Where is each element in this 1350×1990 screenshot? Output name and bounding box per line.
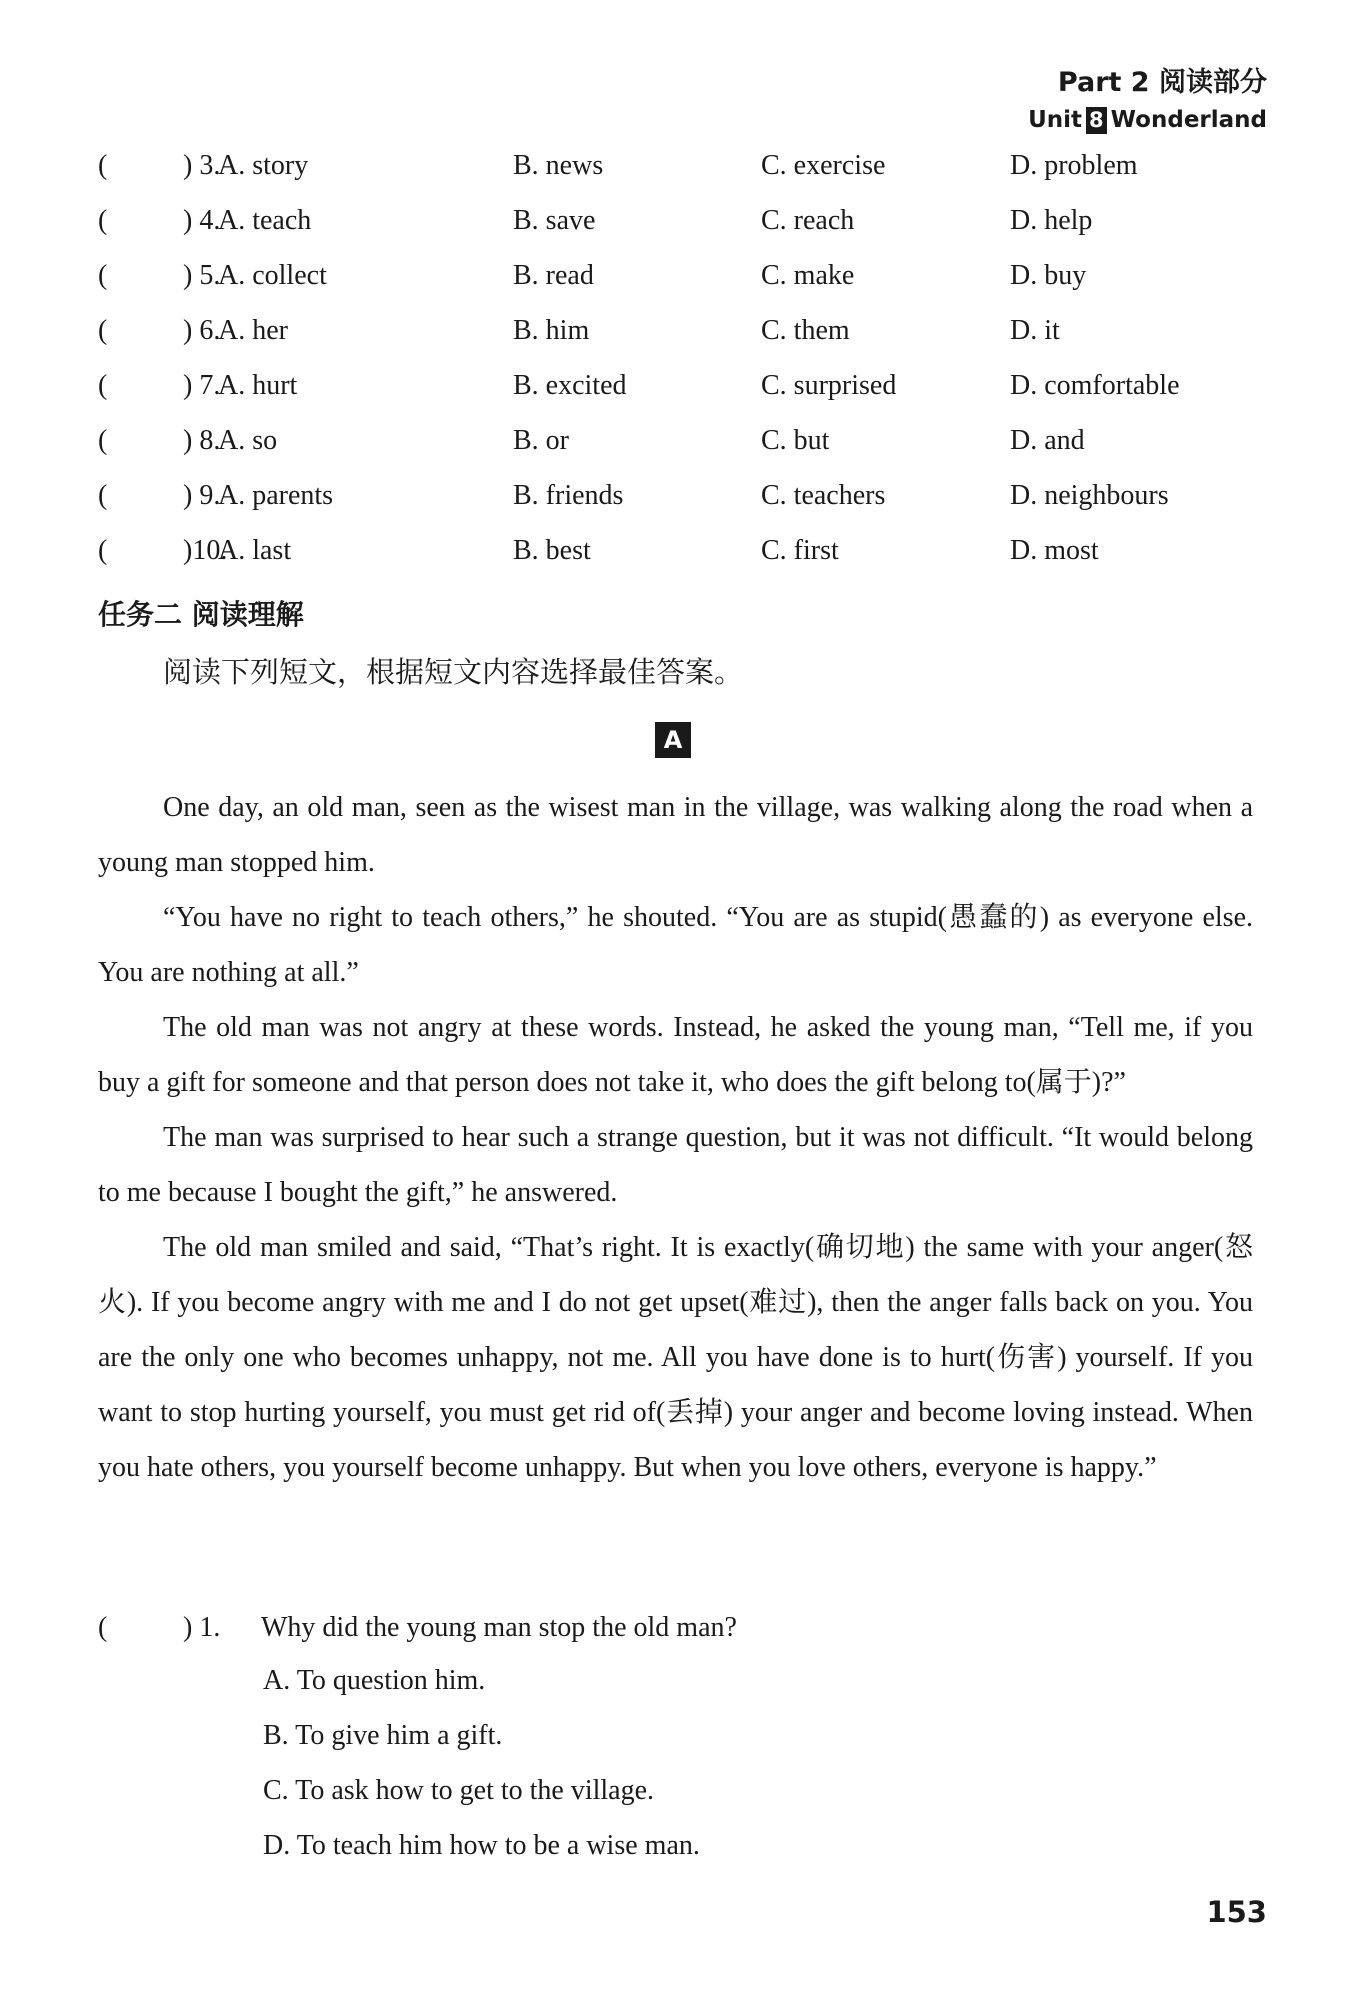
option-b: B. news	[513, 150, 604, 181]
passage-tag: A	[655, 722, 691, 758]
instruction: 阅读下列短文，根据短文内容选择最佳答案。	[163, 657, 744, 689]
option-c: C. exercise	[761, 150, 886, 181]
option-a: A. parents	[218, 480, 334, 511]
option-a: A. teach	[218, 205, 312, 236]
option-a: A. collect	[218, 260, 327, 291]
option-row	[98, 370, 1258, 425]
part-title: Part 2 阅读部分	[1057, 67, 1267, 98]
option-row	[98, 315, 1258, 370]
question-number: ) 3.	[183, 150, 221, 181]
option-d: D. buy	[1010, 260, 1087, 291]
page-header	[1028, 60, 1267, 134]
option-d: D. comfortable	[1010, 370, 1180, 401]
answer-paren-open: (	[98, 150, 108, 181]
choice-c: C. To ask how to get to the village.	[263, 1775, 655, 1806]
option-b: B. read	[513, 260, 594, 291]
question-1	[98, 1612, 1258, 1887]
option-row	[98, 480, 1258, 535]
question-number: ) 8.	[183, 425, 221, 456]
option-c: C. make	[761, 260, 855, 291]
question-number: ) 5.	[183, 260, 221, 291]
question-number: ) 6.	[183, 315, 221, 346]
question-number: ) 4.	[183, 205, 221, 236]
unit-title: Wonderland	[1110, 107, 1267, 133]
passage-paragraph: “You have no right to teach others,” he shouted. “You are as stupid(愚蠢的) as everyone else. You are nothing at all.”	[98, 902, 1253, 988]
answer-paren-open: (	[98, 370, 108, 401]
question-stem	[98, 1612, 1258, 1667]
option-d: D. and	[1010, 425, 1085, 456]
passage-paragraph: The man was surprised to hear such a strange question, but it was not difficult. “It would belong to me because I bought the gift,” he answered.	[98, 1122, 1253, 1208]
option-b: B. best	[513, 535, 591, 566]
unit-number-badge: 8	[1086, 107, 1107, 134]
question-number: ) 1.	[183, 1612, 221, 1643]
option-b: B. excited	[513, 370, 627, 401]
option-a: A. hurt	[218, 370, 298, 401]
cloze-options	[98, 150, 1258, 590]
section-title: 任务二 阅读理解	[98, 598, 304, 631]
option-a: A. her	[218, 315, 288, 346]
option-c: C. them	[761, 315, 850, 346]
unit-line	[1028, 107, 1267, 134]
option-b: B. or	[513, 425, 569, 456]
option-d: D. problem	[1010, 150, 1138, 181]
answer-paren-open: (	[98, 480, 108, 511]
option-row	[98, 535, 1258, 590]
answer-paren-open: (	[98, 260, 108, 291]
option-row	[98, 205, 1258, 260]
option-d: D. most	[1010, 535, 1099, 566]
option-row	[98, 425, 1258, 480]
option-b: B. friends	[513, 480, 624, 511]
option-row	[98, 150, 1258, 205]
option-c: C. teachers	[761, 480, 886, 511]
choice-d: D. To teach him how to be a wise man.	[263, 1830, 700, 1861]
question-number: )10.	[183, 535, 228, 566]
answer-paren-open: (	[98, 425, 108, 456]
option-a: A. story	[218, 150, 309, 181]
choice-b: B. To give him a gift.	[263, 1720, 503, 1751]
unit-prefix: Unit	[1028, 107, 1082, 133]
answer-paren-open: (	[98, 315, 108, 346]
option-b: B. save	[513, 205, 596, 236]
option-c: C. surprised	[761, 370, 897, 401]
option-a: A. last	[218, 535, 292, 566]
answer-paren-open: (	[98, 535, 108, 566]
question-number: ) 7.	[183, 370, 221, 401]
question-number: ) 9.	[183, 480, 221, 511]
option-d: D. it	[1010, 315, 1060, 346]
option-c: C. reach	[761, 205, 855, 236]
option-c: C. but	[761, 425, 830, 456]
question-text: Why did the young man stop the old man?	[261, 1612, 737, 1643]
option-d: D. help	[1010, 205, 1093, 236]
page-number: 153	[1206, 1895, 1267, 1929]
reading-passage	[98, 780, 1253, 1495]
option-c: C. first	[761, 535, 839, 566]
option-d: D. neighbours	[1010, 480, 1169, 511]
option-row	[98, 260, 1258, 315]
choice-a: A. To question him.	[263, 1665, 486, 1696]
option-a: A. so	[218, 425, 278, 456]
passage-paragraph: One day, an old man, seen as the wisest man in the village, was walking along the road when a young man stopped him.	[98, 792, 1253, 878]
passage-paragraph: The old man was not angry at these words. Instead, he asked the young man, “Tell me, if you buy a gift for someone and that person does not take it, who does the gift belong to(属于)?”	[98, 1012, 1253, 1098]
option-b: B. him	[513, 315, 590, 346]
passage-paragraph: The old man smiled and said, “That’s right. It is exactly(确切地) the same with your anger(怒火). If you become angry with me and I do not get upset(难过), then the anger falls back on you. You are the only one who becomes unhappy, not me. All you have done is to hurt(伤害) yourself. If you want to stop hurting yourself, you must get rid of(丢掉) your anger and become loving instead. When you hate others, you yourself become unhappy. But when you love others, everyone is happy.”	[98, 1232, 1253, 1483]
answer-paren-open: (	[98, 205, 108, 236]
answer-paren-open: (	[98, 1612, 108, 1643]
